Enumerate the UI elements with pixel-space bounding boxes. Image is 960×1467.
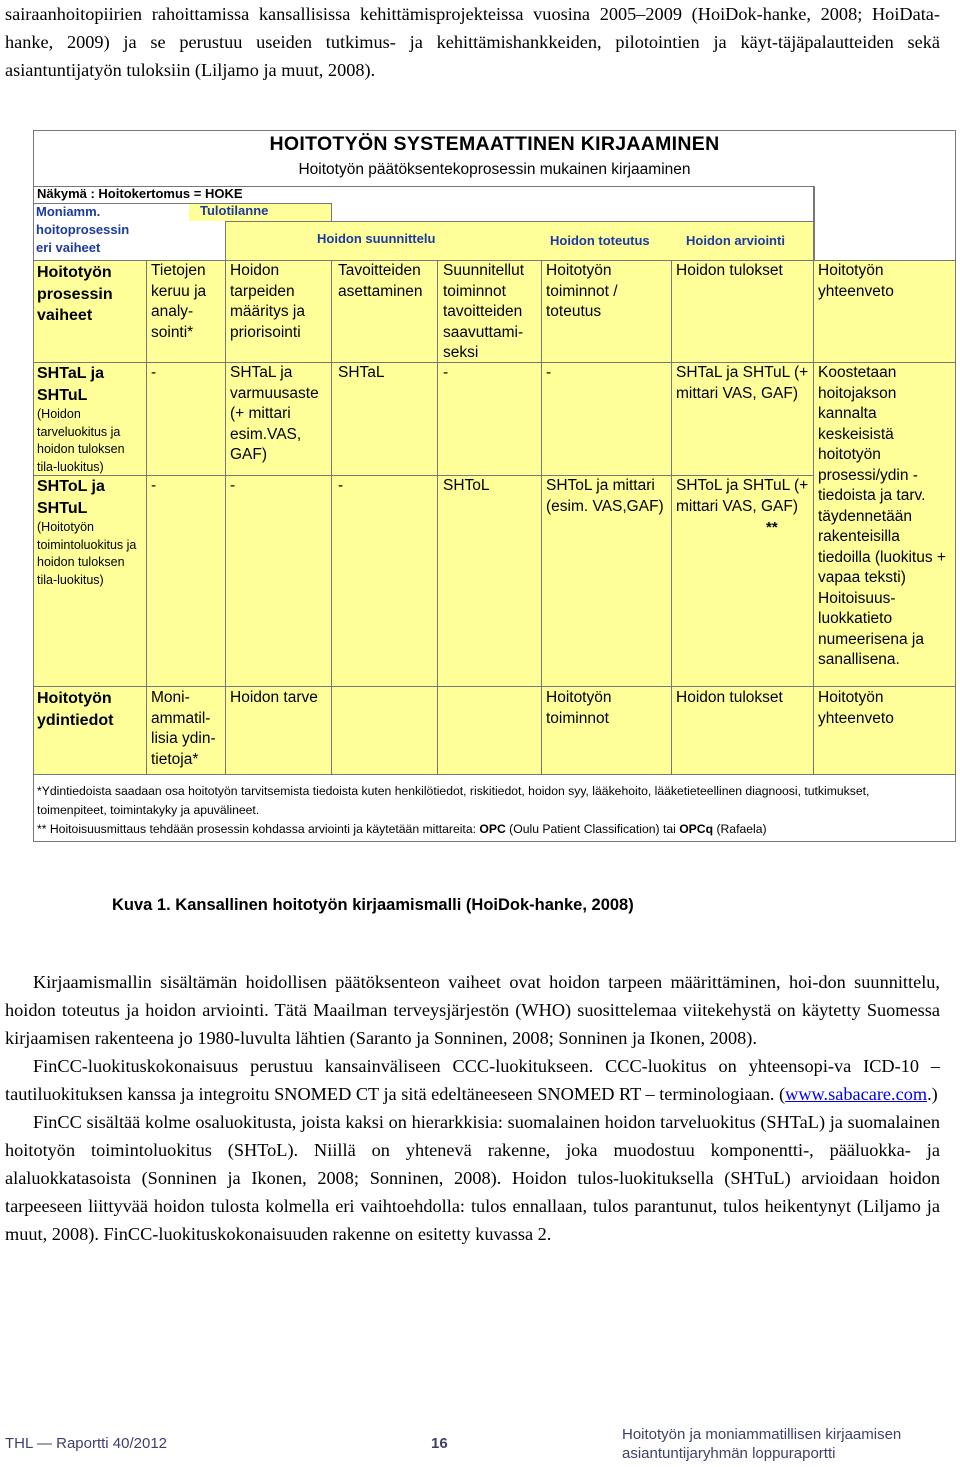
intro-text: sairaanhoitopiirien rahoittamissa kansallisissa kehittämisprojekteissa vuosina 2005–2009 (HoiDok-hanke, 2008; HoiData-hanke, 2009) ja se perustuu useiden tutkimus- ja kehittämishankkeiden, pilotointien ja käyt-täjäpalautteiden sekä asiantuntijatyön tuloksiin (Liljamo ja muut, 2008). — [5, 4, 940, 80]
header-vline-tulo — [331, 203, 332, 221]
row3-cell-1: - — [151, 477, 157, 494]
col-line-6 — [671, 260, 672, 774]
row4-cell-7: Hoitotyön yhteenveto — [818, 689, 894, 727]
row1-cell-3: Tavoitteiden asettaminen — [338, 262, 423, 300]
row2-cell-6: SHTaL ja SHTuL (+ mittari VAS, GAF) — [676, 364, 809, 402]
row2-cell-2: SHTaL ja varmuusaste (+ mittari esim.VAS, GAF) — [230, 364, 319, 463]
header-line-3 — [225, 221, 814, 222]
footnote-2-mid: (Oulu Patient Classification) tai — [505, 822, 680, 836]
row4-cell-5: Hoitotyön toiminnot — [546, 689, 612, 727]
footnote-2-pre: ** Hoitoisuusmittaus tehdään prosessin kohdassa arviointi ja käytetään mittareita: — [37, 822, 480, 836]
footer-title-line2: asiantuntijaryhmän loppuraportti — [622, 1445, 836, 1462]
figure-caption: Kuva 1. Kansallinen hoitotyön kirjaamismalli (HoiDok-hanke, 2008) — [112, 896, 634, 914]
footnote-2-opcq: OPCq — [679, 822, 714, 836]
row1-cell-7: Hoitotyön yhteenveto — [818, 262, 894, 300]
row3-label — [37, 476, 145, 589]
kirjaamismalli-figure — [33, 130, 956, 842]
view-label: Näkymä : Hoitokertomus = HOKE — [37, 186, 243, 201]
row3-cell-2: - — [230, 477, 236, 494]
footer-report: THL — Raportti 40/2012 — [5, 1435, 168, 1452]
frame-bottom — [33, 841, 956, 842]
footnote-2 — [37, 820, 952, 839]
row-line-4 — [33, 686, 956, 687]
row2-cell-3: SHTaL — [338, 364, 385, 381]
row23-summary-cell: Koostetaan hoitojakson kannalta keskeisistä hoitotyön prosessi/ydin - tiedoista ja tarv. täydennetään rakenteisilla tiedoilla (luokitus + vapaa teksti) Hoitoisuus-luokkatieto numeerisena ja sanallisena. — [818, 364, 946, 668]
row3-double-asterisk: ** — [766, 519, 778, 536]
col-line-3 — [331, 260, 332, 774]
row1-label — [37, 262, 113, 327]
body-p2-text: FinCC-luokituskokonaisuus perustuu kansainväliseen CCC-luokitukseen. CCC-luokitus on yhteensopi-va ICD-10 –tautiluokituksen kanssa ja integroitu SNOMED CT ja sitä edeltäneeseen SNOMED RT – terminologiaan. ( — [5, 1056, 940, 1104]
frame-left — [33, 130, 34, 842]
body-p2-end: .) — [927, 1084, 938, 1104]
tulotilanne-label: Tulotilanne — [200, 203, 269, 218]
row1-label-line2: prosessin — [37, 285, 113, 303]
row2-label — [37, 363, 145, 476]
footnote-2-opc: OPC — [479, 822, 506, 836]
row4-cell-2: Hoidon tarve — [230, 689, 318, 706]
row4-label: Hoitotyön ydintiedot — [37, 690, 114, 729]
footer-title — [622, 1425, 901, 1463]
phase-toteutus: Hoidon toteutus — [550, 233, 650, 248]
footer-title-line1: Hoitotyön ja moniammatillisen kirjaamisen — [622, 1426, 902, 1443]
row-line-5 — [33, 774, 956, 775]
row4-cell-1: Moni-ammatil-lisia ydin-tietoja* — [151, 689, 216, 768]
footer-page-number: 16 — [431, 1435, 448, 1452]
footnote-2-post: (Rafaela) — [713, 822, 767, 836]
row2-cell-5: - — [546, 364, 552, 381]
col-line-5 — [541, 260, 542, 774]
row3-cell-6: SHToL ja SHTuL (+ mittari VAS, GAF) — [676, 477, 809, 515]
hoitoprosessin-label: hoitoprosessin — [36, 222, 130, 237]
figure-subtitle: Hoitotyön päätöksentekoprosessin mukainen kirjaaminen — [298, 161, 691, 178]
header-vline-right — [814, 186, 815, 260]
figure-title: HOITOTYÖN SYSTEMAATTINEN KIRJAAMINEN — [269, 133, 720, 155]
col-line-1 — [146, 260, 147, 774]
phase-arviointi: Hoidon arviointi — [686, 233, 785, 248]
row2-label-sub: (Hoidon tarveluokitus ja hoidon tuloksen tila-luokitus) — [37, 407, 125, 474]
footnote-1: *Ydintiedoista saadaan osa hoitotyön tarvitsemista tiedoista kuten henkilötiedot, riskitiedot, hoidon syy, lääkehoito, lääketieteellinen diagnoosi, tutkimukset, toimenpiteet, toimintakyky ja apuvälineet. — [37, 784, 870, 817]
row3-cell-4: SHToL — [443, 477, 490, 494]
body-paragraph-1: Kirjaamismallin sisältämän hoidollisen päätöksenteon vaiheet ovat hoidon tarpeen määrittäminen, hoi-don suunnittelu, hoidon toteutus ja hoidon arviointi. Tätä Maailman terveysjärjestön (WHO) suosittelemaa viitekehystä on käytetty Suomessa kirjaamisen rakenteena jo 1980-luvulta lähtien (Saranto ja Sonninen, 2008; Sonninen ja Ikonen, 2008). — [5, 972, 940, 1048]
row4-cell-6: Hoidon tulokset — [676, 689, 783, 706]
eri-vaiheet-label: eri vaiheet — [36, 240, 101, 255]
frame-top — [33, 130, 956, 131]
col-line-7 — [813, 186, 814, 774]
row1-label-line3: vaiheet — [37, 307, 93, 324]
row3-cell-5: SHToL ja mittari (esim. VAS,GAF) — [546, 477, 664, 515]
row3-label-main: SHToL ja SHTuL — [37, 478, 105, 517]
row1-cell-5: Hoitotyön toiminnot / toteutus — [546, 262, 618, 320]
row1-cell-1: Tietojen keruu ja analy-sointi* — [151, 262, 207, 341]
row1-cell-4: Suunnitellut toiminnot tavoitteiden saavuttami-seksi — [443, 262, 525, 361]
body-text — [5, 968, 940, 1248]
row2-cell-1: - — [151, 364, 157, 381]
body-paragraph-2 — [5, 1052, 940, 1108]
phase-suunnittelu: Hoidon suunnittelu — [317, 231, 436, 246]
row2-label-main: SHTaL ja SHTuL — [37, 365, 104, 404]
header-vline-left — [225, 221, 226, 260]
row3-label-sub: (Hoitotyön toimintoluokitus ja hoidon tuloksen tila-luokitus) — [37, 520, 137, 587]
row1-cell-2: Hoidon tarpeiden määritys ja priorisointi — [230, 262, 305, 341]
row3-cell-3: - — [338, 477, 344, 494]
body-paragraph-3: FinCC sisältää kolme osaluokitusta, joista kaksi on hierarkkisia: suomalainen hoidon tarveluokitus (SHTaL) ja suomalainen hoitotyön toimintoluokitus (SHToL). Niillä on yhtenevä rakenne, joka muodostuu komponentti-, pääluokka- ja alaluokkatasoista (Sonninen ja Ikonen, 2008; Sonninen, 2008). Hoidon tulos-luokituksella (SHTuL) arvioidaan hoidon tarpeeseen liittyvää hoidon tulosta kolmella eri vaihtoehdolla: tulos ennallaan, tulos parantunut, tulos heikentynyt (Liljamo ja muut, 2008). FinCC-luokituskokonaisuuden rakenne on esitetty kuvassa 2. — [5, 1112, 940, 1244]
col-line-4 — [437, 260, 438, 774]
intro-paragraph — [5, 0, 940, 84]
row2-cell-4: - — [443, 364, 449, 381]
frame-right — [955, 130, 956, 842]
col-line-2 — [225, 260, 226, 774]
row1-label-line1: Hoitotyön — [37, 264, 112, 281]
row1-cell-6: Hoidon tulokset — [676, 262, 783, 279]
moniamm-label: Moniamm. — [36, 204, 101, 219]
sabacare-link[interactable]: www.sabacare.com — [785, 1084, 928, 1104]
